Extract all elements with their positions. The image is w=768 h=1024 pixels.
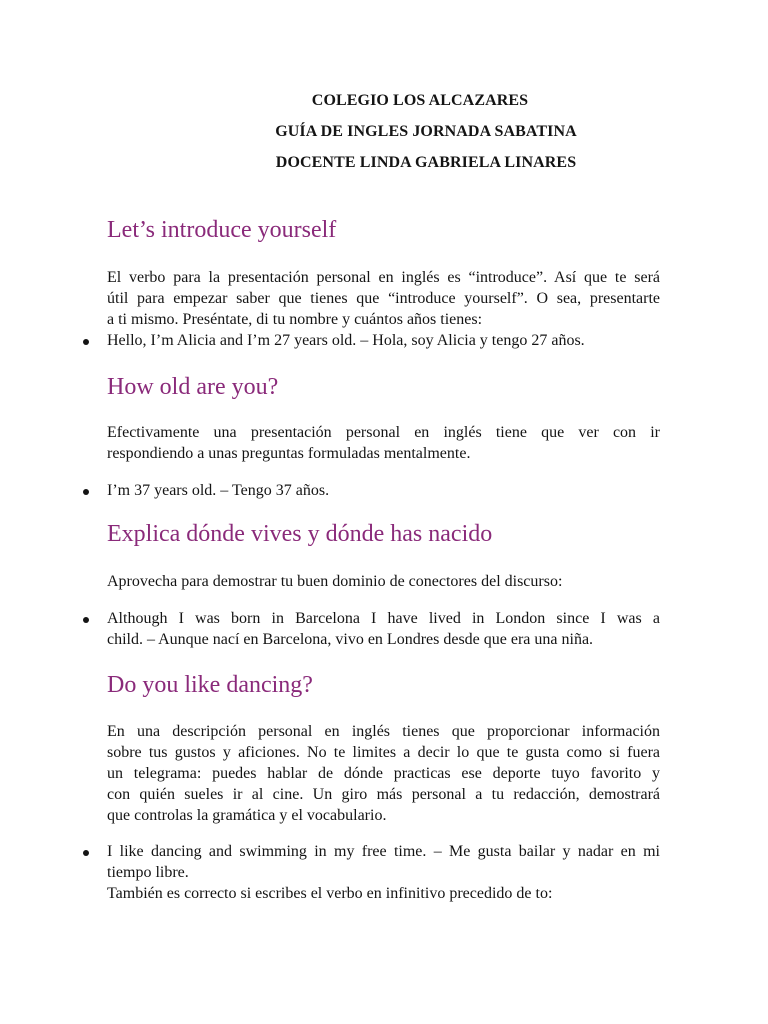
- bullet-icon: [83, 850, 89, 856]
- paragraph-line: Aprovecha para demostrar tu buen dominio de conectores del discurso:: [107, 573, 563, 590]
- guide-title: GUÍA DE INGLES JORNADA SABATINA: [275, 123, 577, 140]
- list-item-line: También es correcto si escribes el verbo en infinitivo precedido de to:: [107, 885, 553, 902]
- list-item: [107, 330, 660, 351]
- paragraph-line: El verbo para la presentación personal en inglés es “introduce”. Así que te será: [107, 269, 660, 286]
- bullet-icon: [83, 617, 89, 623]
- section-heading-residence: Explica dónde vives y dónde has nacido: [107, 521, 493, 547]
- paragraph-line: útil para empezar saber que tienes que “introduce yourself”. O sea, presentarte: [107, 290, 660, 307]
- section-paragraph-residence: [107, 571, 660, 592]
- list-item-line: tiempo libre.: [107, 864, 189, 881]
- section-heading-hobbies: Do you like dancing?: [107, 672, 313, 698]
- list-item-line: I like dancing and swimming in my free time. – Me gusta bailar y nadar en mi: [107, 843, 660, 860]
- section-paragraph-age: [107, 422, 660, 464]
- teacher-name: DOCENTE LINDA GABRIELA LINARES: [275, 154, 577, 171]
- list-item-line: I’m 37 years old. – Tengo 37 años.: [107, 482, 330, 499]
- paragraph-line: con quién sueles ir al cine. Un giro más personal a tu redacción, demostrará: [107, 786, 660, 803]
- school-name: COLEGIO LOS ALCAZARES: [311, 92, 529, 109]
- section-heading-age: How old are you?: [107, 374, 279, 400]
- list-item-line: Although I was born in Barcelona I have lived in London since I was a: [107, 610, 660, 627]
- section-heading-introduce: Let’s introduce yourself: [107, 217, 337, 243]
- paragraph-line: respondiendo a unas preguntas formuladas mentalmente.: [107, 445, 471, 462]
- section-paragraph-introduce: [107, 267, 660, 330]
- list-item: [107, 608, 660, 650]
- paragraph-line: Efectivamente una presentación personal en inglés tiene que ver con ir: [107, 424, 660, 441]
- list-item-line: child. – Aunque nací en Barcelona, vivo en Londres desde que era una niña.: [107, 631, 594, 648]
- paragraph-line: un telegrama: puedes hablar de dónde practicas ese deporte tuyo favorito y: [107, 765, 660, 782]
- bullet-icon: [83, 489, 89, 495]
- paragraph-line: sobre tus gustos y aficiones. No te limites a decir lo que te gusta como si fuera: [107, 744, 660, 761]
- list-item: [107, 480, 660, 501]
- list-item-line: Hello, I’m Alicia and I’m 27 years old. – Hola, soy Alicia y tengo 27 años.: [107, 332, 585, 349]
- section-paragraph-hobbies: [107, 721, 660, 826]
- paragraph-line: a ti mismo. Preséntate, di tu nombre y cuántos años tienes:: [107, 311, 483, 328]
- list-item: [107, 841, 660, 904]
- paragraph-line: En una descripción personal en inglés tienes que proporcionar información: [107, 723, 660, 740]
- paragraph-line: que controlas la gramática y el vocabulario.: [107, 807, 387, 824]
- bullet-icon: [83, 339, 89, 345]
